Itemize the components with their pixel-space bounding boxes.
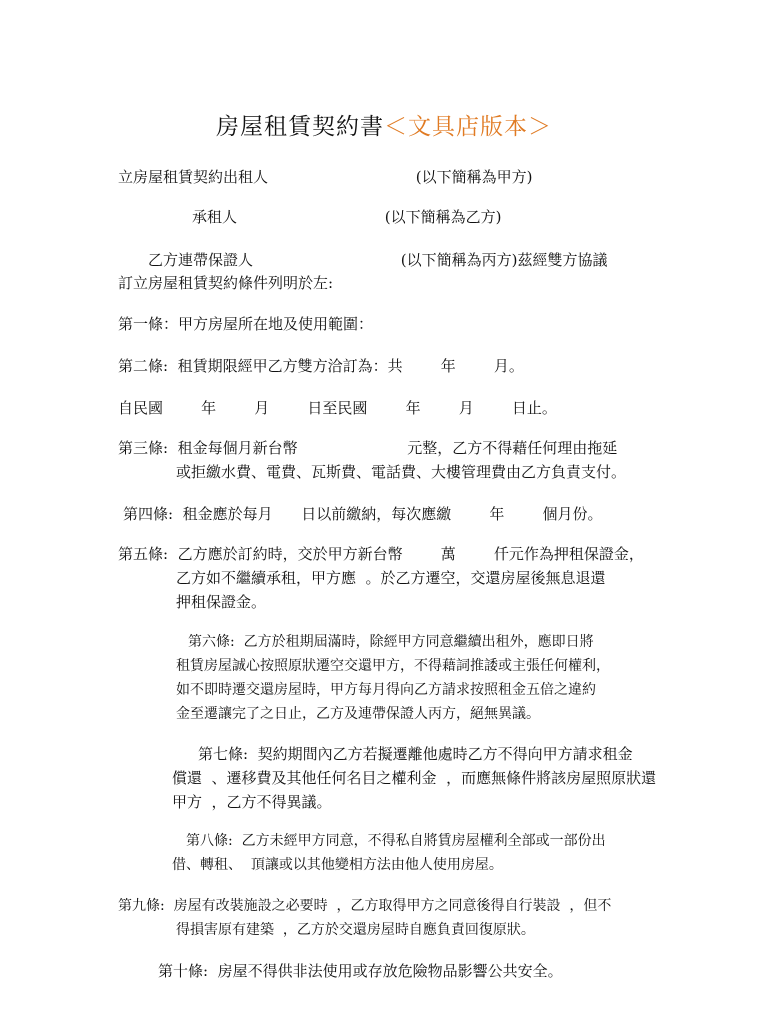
article-6-line-1: 第六條: 乙方於租期屆滿時，除經甲方同意繼續出租外，應即日將 <box>188 634 594 650</box>
guarantor-line: 乙方連帶保證人 (以下簡稱為丙方)茲經雙方協議 <box>148 251 608 269</box>
article-2: 第二條: 租賃期限經甲乙方雙方洽訂為：共 年 月。 <box>118 357 524 375</box>
article-10: 第十條: 房屋不得供非法使用或存放危險物品影響公共安全。 <box>158 962 563 980</box>
lessee-line: 承租人 (以下簡稱為乙方) <box>192 208 502 226</box>
document-title <box>0 108 768 141</box>
article-7-line-2: 償還 、遷移費及其他任何名目之權利金 ，而應無條件將該房屋照原狀還 <box>172 769 657 787</box>
article-8-line-1: 第八條: 乙方未經甲方同意，不得私自將賃房屋權利全部或一部份出 <box>186 833 606 849</box>
title-main: 房屋租賃契約書 <box>216 114 384 140</box>
lessor-line: 立房屋租賃契約出租人 (以下簡稱為甲方) <box>118 168 533 186</box>
article-1: 第一條：甲方房屋所在地及使用範圍： <box>118 315 374 333</box>
article-2-dates: 自民國 年 月 日至民國 年 月 日止。 <box>118 399 557 417</box>
article-9-line-2: 得損害原有建築 ，乙方於交還房屋時自應負責回復原狀。 <box>176 922 535 938</box>
preamble-line: 訂立房屋租賃契約條件列明於左: <box>118 274 334 292</box>
article-7-line-3: 甲方 ，乙方不得異議。 <box>172 793 332 811</box>
article-7-line-1: 第七條: 契約期間內乙方若擬遷離他處時乙方不得向甲方請求租金 <box>198 745 633 763</box>
article-3-line-2: 或拒繳水費、電費、瓦斯費、電話費、大樓管理費由乙方負責支付。 <box>176 463 627 481</box>
article-6-line-3: 如不即時遷交還房屋時，甲方每月得向乙方請求按照租金五倍之違約 <box>176 682 596 698</box>
article-6-line-4: 金至遷讓完了之日止，乙方及連帶保證人丙方，絕無異議。 <box>176 706 540 722</box>
article-5-line-1: 第五條: 乙方應於訂約時，交於甲方新台幣 萬 仟元作為押租保證金， <box>118 545 644 563</box>
article-9-line-1: 第九條: 房屋有改裝施設之必要時 ，乙方取得甲方之同意後得自行裝設 ，但不 <box>118 898 612 914</box>
article-8-line-2: 借、轉租、 頂讓或以其他變相方法由他人使用房屋。 <box>172 857 503 873</box>
title-version: ＜文具店版本＞ <box>384 114 552 140</box>
article-5-line-2: 乙方如不繼續承租，甲方應 。於乙方遷空，交還房屋後無息退還 <box>176 569 606 587</box>
article-4: 第四條: 租金應於每月 日以前繳納，每次應繳 年 個月份。 <box>123 505 603 523</box>
article-3-line-1: 第三條: 租金每個月新台幣 元整，乙方不得藉任何理由拖延 <box>118 439 618 457</box>
article-5-line-3: 押租保證金。 <box>176 593 267 611</box>
article-6-line-2: 租賃房屋誠心按照原狀遷空交還甲方，不得藉詞推諉或主張任何權利， <box>176 658 610 674</box>
